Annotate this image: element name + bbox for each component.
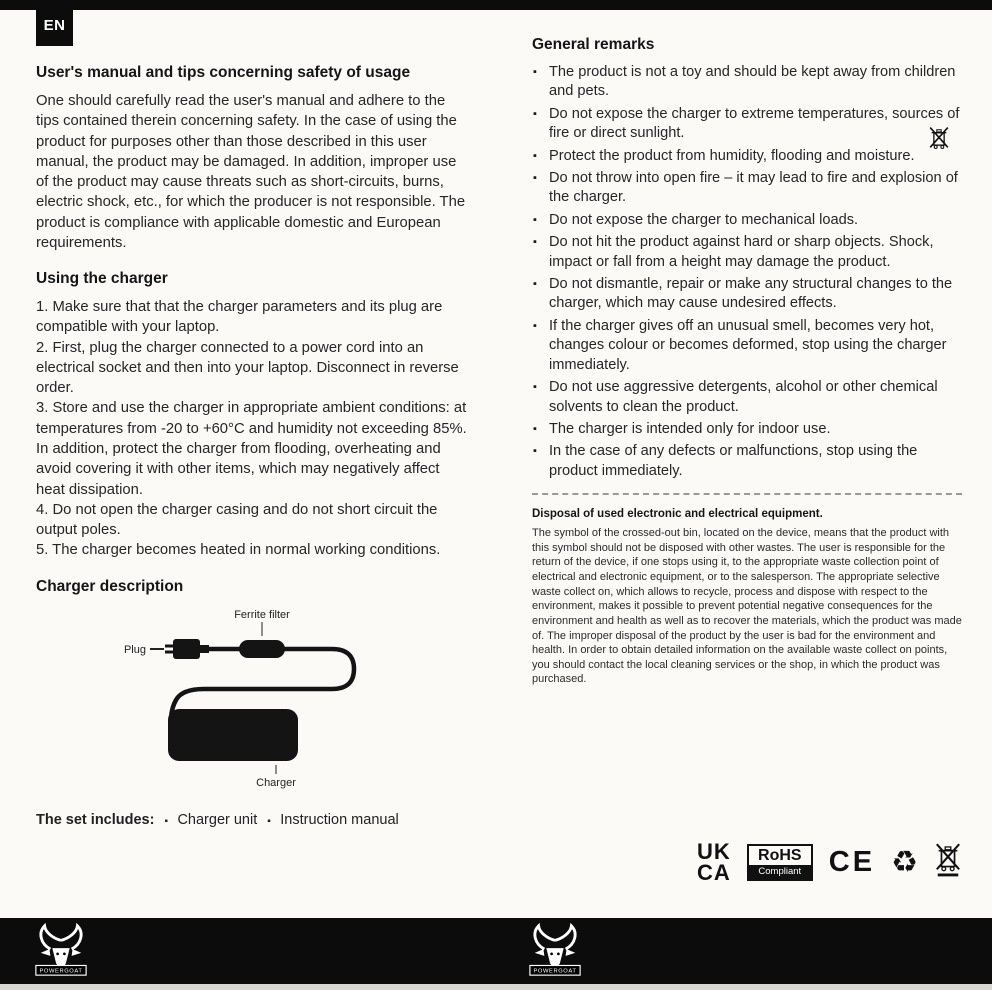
left-title: User's manual and tips concerning safety of usage	[36, 64, 411, 81]
usage-step: 2. First, plug the charger connected to a power cord into an electrical socket and then into your laptop. Disconnect in reverse order.	[36, 339, 459, 397]
remark-item: ▪ Do not throw into open fire – it may lead to fire and explosion of the charger.	[532, 169, 962, 208]
ce-mark: CE	[828, 846, 876, 879]
remark-item: ▪ The charger is intended only for indoor use.	[532, 420, 962, 439]
charger-description-title: Charger description	[36, 577, 184, 595]
remark-item: ▪ Do not hit the product against hard or sharp objects. Shock, impact or fall from a height may damage the product.	[532, 233, 962, 272]
weee-bin-icon	[934, 842, 962, 883]
charger-diagram-drawing	[36, 605, 472, 791]
powergoat-logo	[526, 923, 584, 984]
ukca-mark	[697, 839, 731, 885]
language-badge	[36, 5, 73, 46]
ukca-line2: CA	[697, 859, 731, 885]
usage-step: 4. Do not open the charger casing and do not short circuit the output poles.	[36, 501, 438, 539]
dashed-divider	[532, 493, 962, 495]
rohs-label: RoHS	[758, 847, 802, 865]
cable-line	[171, 649, 354, 717]
ferrite-filter-label: Ferrite filter	[234, 608, 290, 621]
plug-pin	[165, 644, 174, 647]
using-the-charger-title: Using the charger	[36, 270, 168, 288]
left-column	[36, 64, 472, 828]
remark-item: ▪ If the charger gives off an unusual smell, becomes very hot, changes colour or becomes deformed, stop using the charger immediately.	[532, 317, 962, 375]
usage-step: 5. The charger becomes heated in normal working conditions.	[36, 542, 441, 559]
rohs-mark	[747, 844, 813, 881]
remark-item: ▪ Do not use aggressive detergents, alcohol or other chemical solvents to clean the product.	[532, 378, 962, 417]
charger-label: Charger	[256, 776, 296, 789]
remark-item: ▪ Do not expose the charger to mechanical loads.	[532, 211, 962, 230]
powergoat-logo-text: POWERGOAT	[533, 968, 577, 975]
set-includes-label: The set includes:	[36, 811, 155, 828]
usage-steps	[36, 297, 472, 560]
ukca-line1: UK	[697, 839, 731, 864]
intro-paragraph: One should carefully read the user's manual and adhere to the tips contained therein concerning safety. In the case of using the product for purposes other than those described in this user manual, the product may be damaged. In addition, improper use of the product may cause threats such as short-circuits, burns, electric shock, etc., for which the producer is not responsible. The product is compliance with applicable domestic and European requirements.	[36, 93, 466, 251]
certification-marks	[532, 839, 962, 885]
charger-body	[168, 709, 298, 761]
plug-neck	[199, 645, 209, 653]
general-remarks-list	[532, 63, 962, 481]
plug-body	[173, 639, 200, 659]
powergoat-logo-text: POWERGOAT	[39, 968, 83, 975]
ferrite-filter-shape	[239, 640, 285, 658]
set-item: ▪ Instruction manual	[267, 812, 398, 828]
remark-item: ▪ In the case of any defects or malfunctions, stop using the product immediately.	[532, 442, 962, 481]
set-includes-line	[36, 812, 472, 828]
usage-step: 1. Make sure that that the charger parameters and its plug are compatible with your laptop.	[36, 299, 443, 336]
remark-item: ▪ Do not expose the charger to extreme temperatures, sources of fire or direct sunlight.	[532, 105, 962, 144]
plug-pin	[165, 650, 174, 653]
general-remarks-title: General remarks	[532, 36, 655, 53]
powergoat-logo	[32, 923, 90, 984]
rohs-compliant-label: Compliant	[749, 865, 811, 879]
plug-label: Plug	[123, 643, 146, 656]
right-column	[532, 36, 962, 687]
charger-diagram	[36, 605, 472, 796]
top-black-bar	[0, 0, 992, 10]
disposal-text: The symbol of the crossed-out bin, located on the device, means that the product with this symbol should not be disposed with other wastes. The user is responsible for the return of the device, if one stops using it, to the appropriate waste collection point of electrical and electronic equipment, or to the salesperson. The appropriate selective waste collect on, which allows to recycle, process and dispose with respect to the environment, makes it possible to prevent potential negative consequences for the environment and health as well as to recover the materials, which the product was made of. The improper disposal of the product by the user is bad for the environment and health. In order to obtain detailed information on the available waste collect on points, you should contact the local cleaning services or the shop, in which the product was purchased.	[532, 527, 962, 686]
disposal-title: Disposal of used electronic and electrical equipment.	[532, 508, 823, 521]
recycle-icon: ♻	[891, 845, 918, 879]
remark-item: ▪ Do not dismantle, repair or make any structural changes to the charger, which may cause undesired effects.	[532, 275, 962, 314]
remark-item: ▪ Protect the product from humidity, flooding and moisture.	[532, 147, 962, 166]
usage-step: 3. Store and use the charger in appropriate ambient conditions: at temperatures from -20 to +60°C and humidity not exceeding 85%. In addition, protect the charger from flooding, overheating and avoid covering it with other items, which may negatively affect heat dissipation.	[36, 400, 467, 498]
remark-item: ▪ The product is not a toy and should be kept away from children and pets.	[532, 63, 962, 102]
page-bottom-edge	[0, 984, 992, 990]
bottom-black-bar	[0, 918, 992, 984]
language-badge-label: EN	[43, 17, 66, 34]
weee-bin-icon-small	[928, 126, 950, 159]
set-item: ▪ Charger unit	[164, 812, 257, 828]
